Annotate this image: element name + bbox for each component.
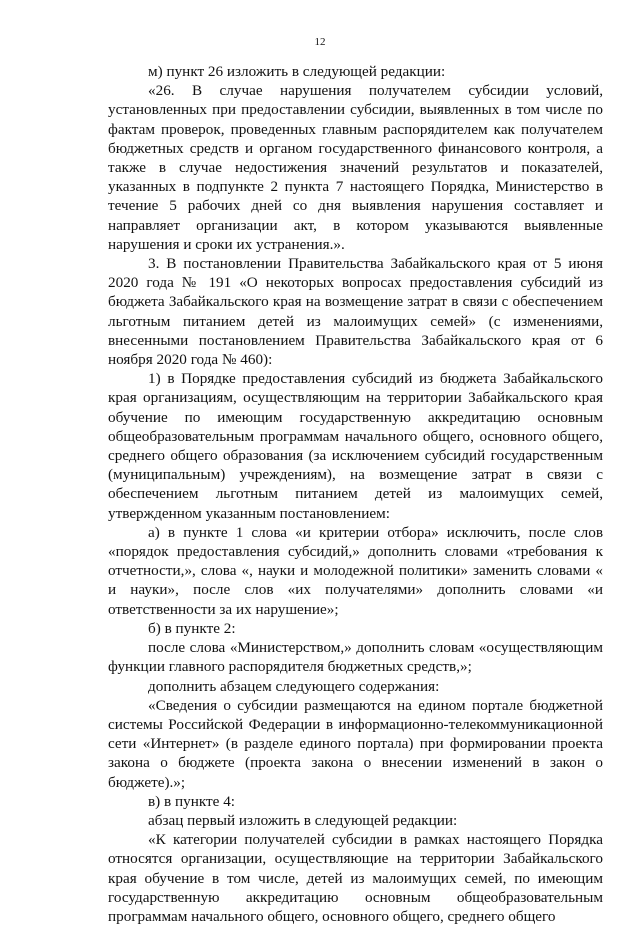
paragraph-after-ministry: после слова «Министерством,» дополнить словам «осуществляющим функции главного распорядителя бюджетных средств,»; xyxy=(108,639,603,676)
paragraph-subitem-v: в) в пункте 4: xyxy=(148,792,236,810)
paragraph-item-m: м) пункт 26 изложить в следующей редакции: xyxy=(148,63,446,80)
paragraph-subsidy-info: «Сведения о субсидии размещаются на едином портале бюджетной системы Российской Федерации в информационно-телекоммуникационной сети «Интернет» (в разделе единого портала) при формировании проекта закона о бюджете (проекта закона о внесении изменений в закон о бюджете).»; xyxy=(108,696,603,791)
paragraph-category: «К категории получателей субсидии в рамках настоящего Порядка относятся организации, осуществляющие на территории Забайкальского края обучение в том числе, детей из малоимущих семей, по имеющим государственную аккредитацию основным общеобразовательным программам начального общего, основного общего, среднего общего xyxy=(108,831,603,925)
paragraph-subitem-a: а) в пункте 1 слова «и критерии отбора» исключить, после слов «порядок предоставления субсидий,» дополнить словами «требования к отчетности,», слова «, науки и молодежной политики» заменить словами « и науки», после слов «их получателями» дополнить словами «и ответственности за их нарушение»; xyxy=(108,523,603,618)
paragraph-clause-26: «26. В случае нарушения получателем субсидии условий, установленных при предоставлении субсидии, выявленных в том числе по фактам проверок, проведенных главным распорядителем как получателем бюджетных средств и органом государственного финансового контроля, а также в случае недостижения значений результатов и показателей, указанных в подпункте 2 пункта 7 настоящего Порядка, Министерство в течение 5 рабочих дней со дня выявления нарушения составляет и направляет организации акт, в котором указываются выявленные нарушения и сроки их устранения.». xyxy=(108,82,603,253)
document-body xyxy=(108,62,603,926)
paragraph-add-abzac: дополнить абзацем следующего содержания: xyxy=(148,677,440,695)
page-number: 12 xyxy=(314,36,326,48)
paragraph-first-abzac: абзац первый изложить в следующей редакции: xyxy=(148,811,458,829)
paragraph-subitem-b: б) в пункте 2: xyxy=(148,619,236,637)
paragraph-item-3: 3. В постановлении Правительства Забайкальского края от 5 июня 2020 года № 191 «О некоторых вопросах предоставления субсидий из бюджета Забайкальского края на возмещение затрат в связи с обеспечением льготным питанием детей из малоимущих семей» (с изменениями, внесенными постановлением Правительства Забайкальского края от 6 ноября 2020 года № 460): xyxy=(108,255,603,369)
paragraph-subitem-1: 1) в Порядке предоставления субсидий из бюджета Забайкальского края организациям, осуществляющим на территории Забайкальского края обучение по имеющим государственную аккредитацию основным общеобразовательным программам начального общего, основного общего, среднего общего образования (за исключением субсидий государственным (муниципальным) учреждениям), на возмещение затрат в связи с обеспечением льготным питанием детей из малоимущих семей, утвержденном указанным постановлением: xyxy=(108,370,603,522)
